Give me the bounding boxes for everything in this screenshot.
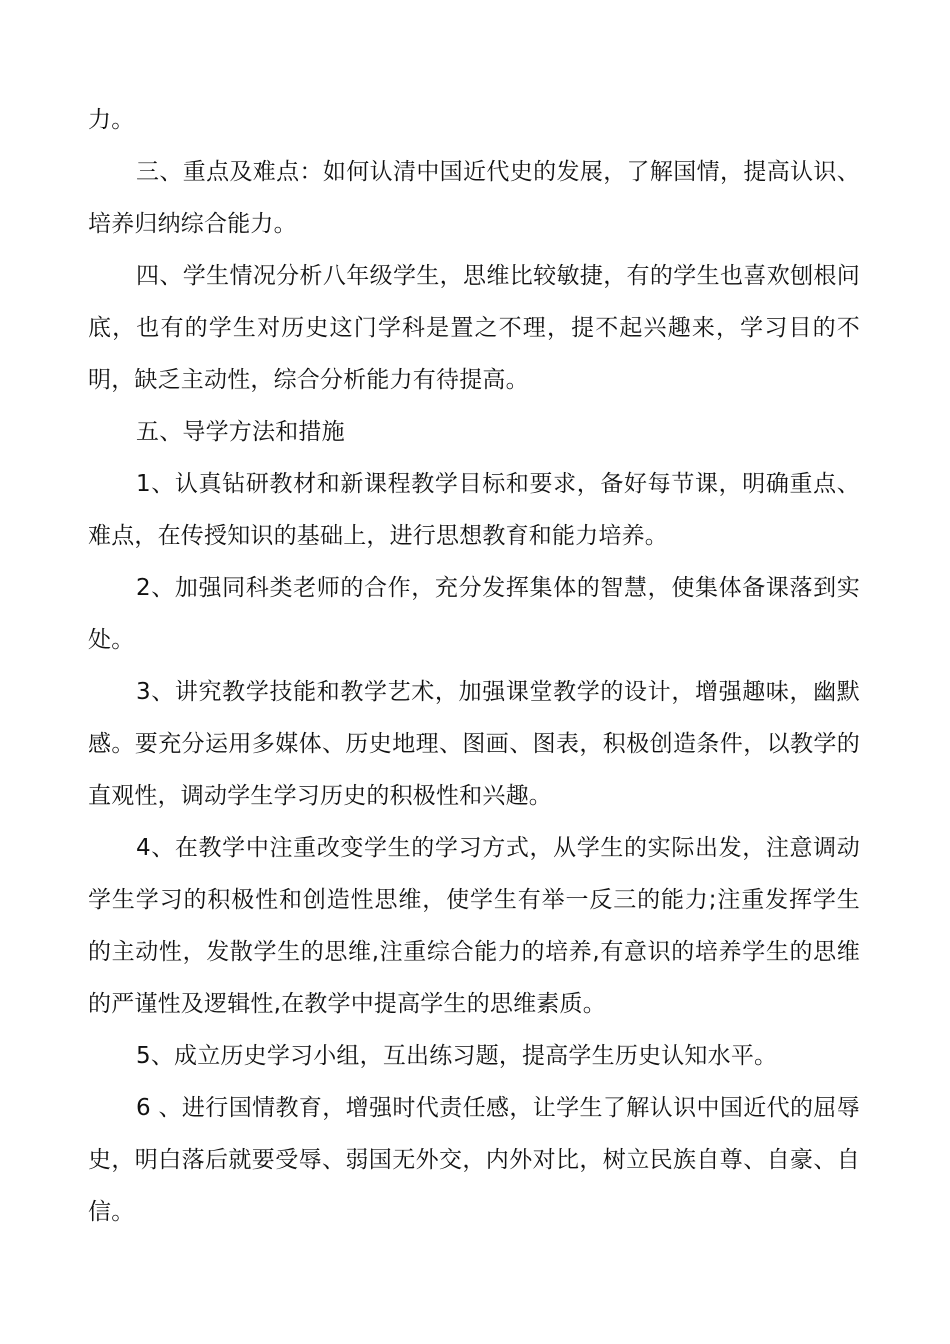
- paragraph-student-analysis: 四、学生情况分析八年级学生，思维比较敏捷，有的学生也喜欢刨根问底，也有的学生对历史这门学科是置之不理，提不起兴趣来，学习目的不明，缺乏主动性，综合分析能力有待提高。: [88, 263, 860, 393]
- paragraph-continuation: 力。: [88, 107, 135, 133]
- document-body: [88, 94, 860, 1238]
- paragraph-method-2: 2、加强同科类老师的合作，充分发挥集体的智慧，使集体备课落到实处。: [88, 575, 860, 653]
- paragraph-method-5: 5、成立历史学习小组，互出练习题，提高学生历史认知水平。: [136, 1043, 778, 1069]
- section-heading-methods: 五、导学方法和措施: [136, 419, 345, 445]
- paragraph-key-difficult-points: 三、重点及难点：如何认清中国近代史的发展，了解国情，提高认识、培养归纳综合能力。: [88, 159, 860, 237]
- paragraph-method-3: 3、讲究教学技能和教学艺术，加强课堂教学的设计，增强趣味，幽默感。要充分运用多媒体、历史地理、图画、图表，积极创造条件，以教学的直观性，调动学生学习历史的积极性和兴趣。: [88, 679, 860, 809]
- paragraph-method-1: 1、认真钻研教材和新课程教学目标和要求，备好每节课，明确重点、难点，在传授知识的基础上，进行思想教育和能力培养。: [88, 471, 860, 549]
- paragraph-method-4: 4、在教学中注重改变学生的学习方式，从学生的实际出发，注意调动学生学习的积极性和创造性思维，使学生有举一反三的能力;注重发挥学生的主动性，发散学生的思维,注重综合能力的培养,有意识的培养学生的思维的严谨性及逻辑性,在教学中提高学生的思维素质。: [88, 835, 860, 1017]
- paragraph-method-6: 6 、进行国情教育，增强时代责任感，让学生了解认识中国近代的屈辱史，明白落后就要受辱、弱国无外交，内外对比，树立民族自尊、自豪、自信。: [88, 1095, 860, 1225]
